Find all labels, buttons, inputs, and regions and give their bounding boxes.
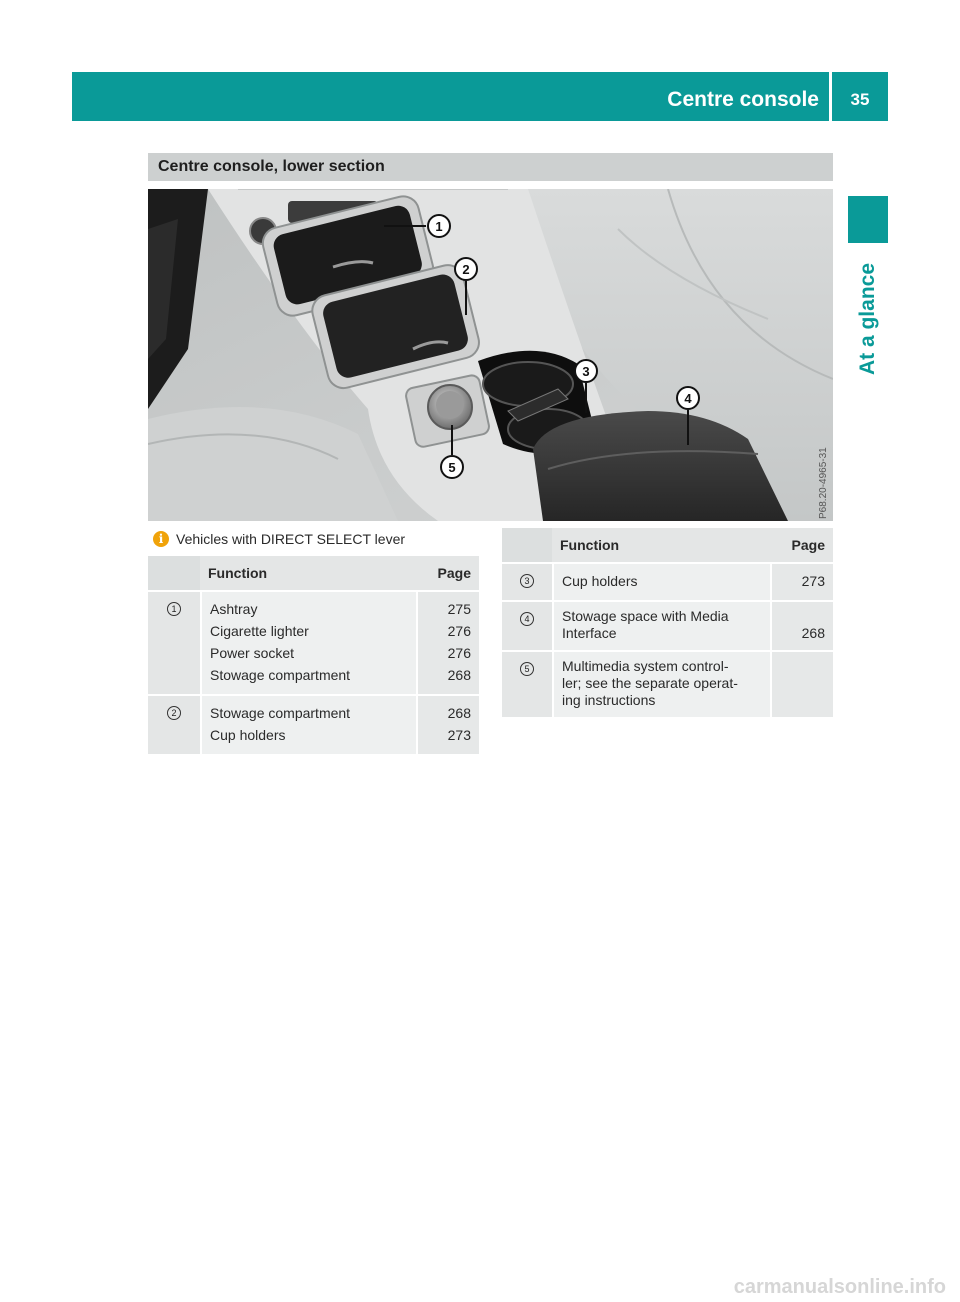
footer — [0, 1272, 960, 1302]
page-number: 35 — [850, 90, 870, 109]
function-item-line: Interface — [562, 625, 617, 641]
function-item: Stowage compartment — [210, 667, 351, 683]
function-table-left — [148, 556, 479, 756]
footer-watermark: carmanualsonline.info — [733, 1276, 946, 1298]
number-column-header — [148, 556, 200, 592]
callout-3-label: 3 — [582, 364, 590, 379]
table-row — [148, 696, 479, 756]
callout-5-label: 5 — [448, 460, 456, 475]
item-number-3: 3 — [502, 564, 552, 602]
section-heading: Centre console, lower section — [148, 153, 833, 181]
function-item-line: Multimedia system control- — [562, 658, 729, 674]
table-row — [502, 564, 833, 602]
function-item: Cigarette lighter — [210, 623, 309, 639]
page-ref: 273 — [447, 727, 471, 743]
callout-2-label: 2 — [462, 262, 470, 277]
function-item-line: ing instructions — [562, 692, 656, 708]
function-item: Power socket — [210, 645, 295, 661]
function-item: Stowage compartment — [210, 705, 351, 721]
table-row — [502, 602, 833, 652]
page-ref: 276 — [447, 645, 471, 661]
image-code: P68.20-4965-31 — [818, 447, 829, 519]
function-cell — [200, 696, 418, 756]
page-column-header: Page — [772, 528, 833, 564]
page-cell — [772, 564, 833, 602]
page-ref: 275 — [447, 601, 471, 617]
function-item-line: Stowage space with Media — [562, 608, 729, 624]
item-number-1: 1 — [148, 592, 200, 696]
page-ref: 268 — [447, 667, 471, 683]
item-number-5: 5 — [502, 652, 552, 719]
function-cell — [200, 592, 418, 696]
page-cell — [772, 602, 833, 652]
centre-console-photo — [148, 189, 833, 521]
function-cell — [552, 564, 772, 602]
callout-1-label: 1 — [435, 219, 443, 234]
side-tab-label: At a glance — [856, 262, 879, 376]
function-table-right — [502, 528, 833, 719]
table-header-row — [148, 556, 479, 592]
function-item: Cup holders — [210, 727, 286, 743]
number-column-header — [502, 528, 552, 564]
page-ref: 273 — [801, 573, 825, 589]
function-item-line: ler; see the separate operat- — [562, 675, 738, 691]
console-illustration — [148, 189, 833, 521]
function-column-header: Function — [200, 556, 418, 592]
callout-4-label: 4 — [684, 391, 692, 406]
page-ref: 276 — [447, 623, 471, 639]
page-ref: 268 — [801, 625, 825, 641]
header-title: Centre console — [667, 88, 819, 111]
info-note-text: Vehicles with DIRECT SELECT lever — [176, 531, 406, 547]
running-header — [72, 72, 888, 121]
page-column-header: Page — [418, 556, 479, 592]
page-cell — [418, 592, 479, 696]
info-icon: i — [153, 531, 169, 547]
function-cell — [552, 652, 772, 719]
function-item: Ashtray — [210, 601, 258, 617]
item-number-4: 4 — [502, 602, 552, 652]
function-cell — [552, 602, 772, 652]
table-header-row — [502, 528, 833, 564]
function-item: Cup holders — [562, 573, 638, 589]
page-cell — [772, 652, 833, 719]
side-tab — [848, 247, 888, 392]
item-number-2: 2 — [148, 696, 200, 756]
table-row — [502, 652, 833, 719]
page-cell — [418, 696, 479, 756]
table-row — [148, 592, 479, 696]
side-tab-marker — [848, 196, 888, 243]
function-column-header: Function — [552, 528, 772, 564]
page-ref: 268 — [447, 705, 471, 721]
